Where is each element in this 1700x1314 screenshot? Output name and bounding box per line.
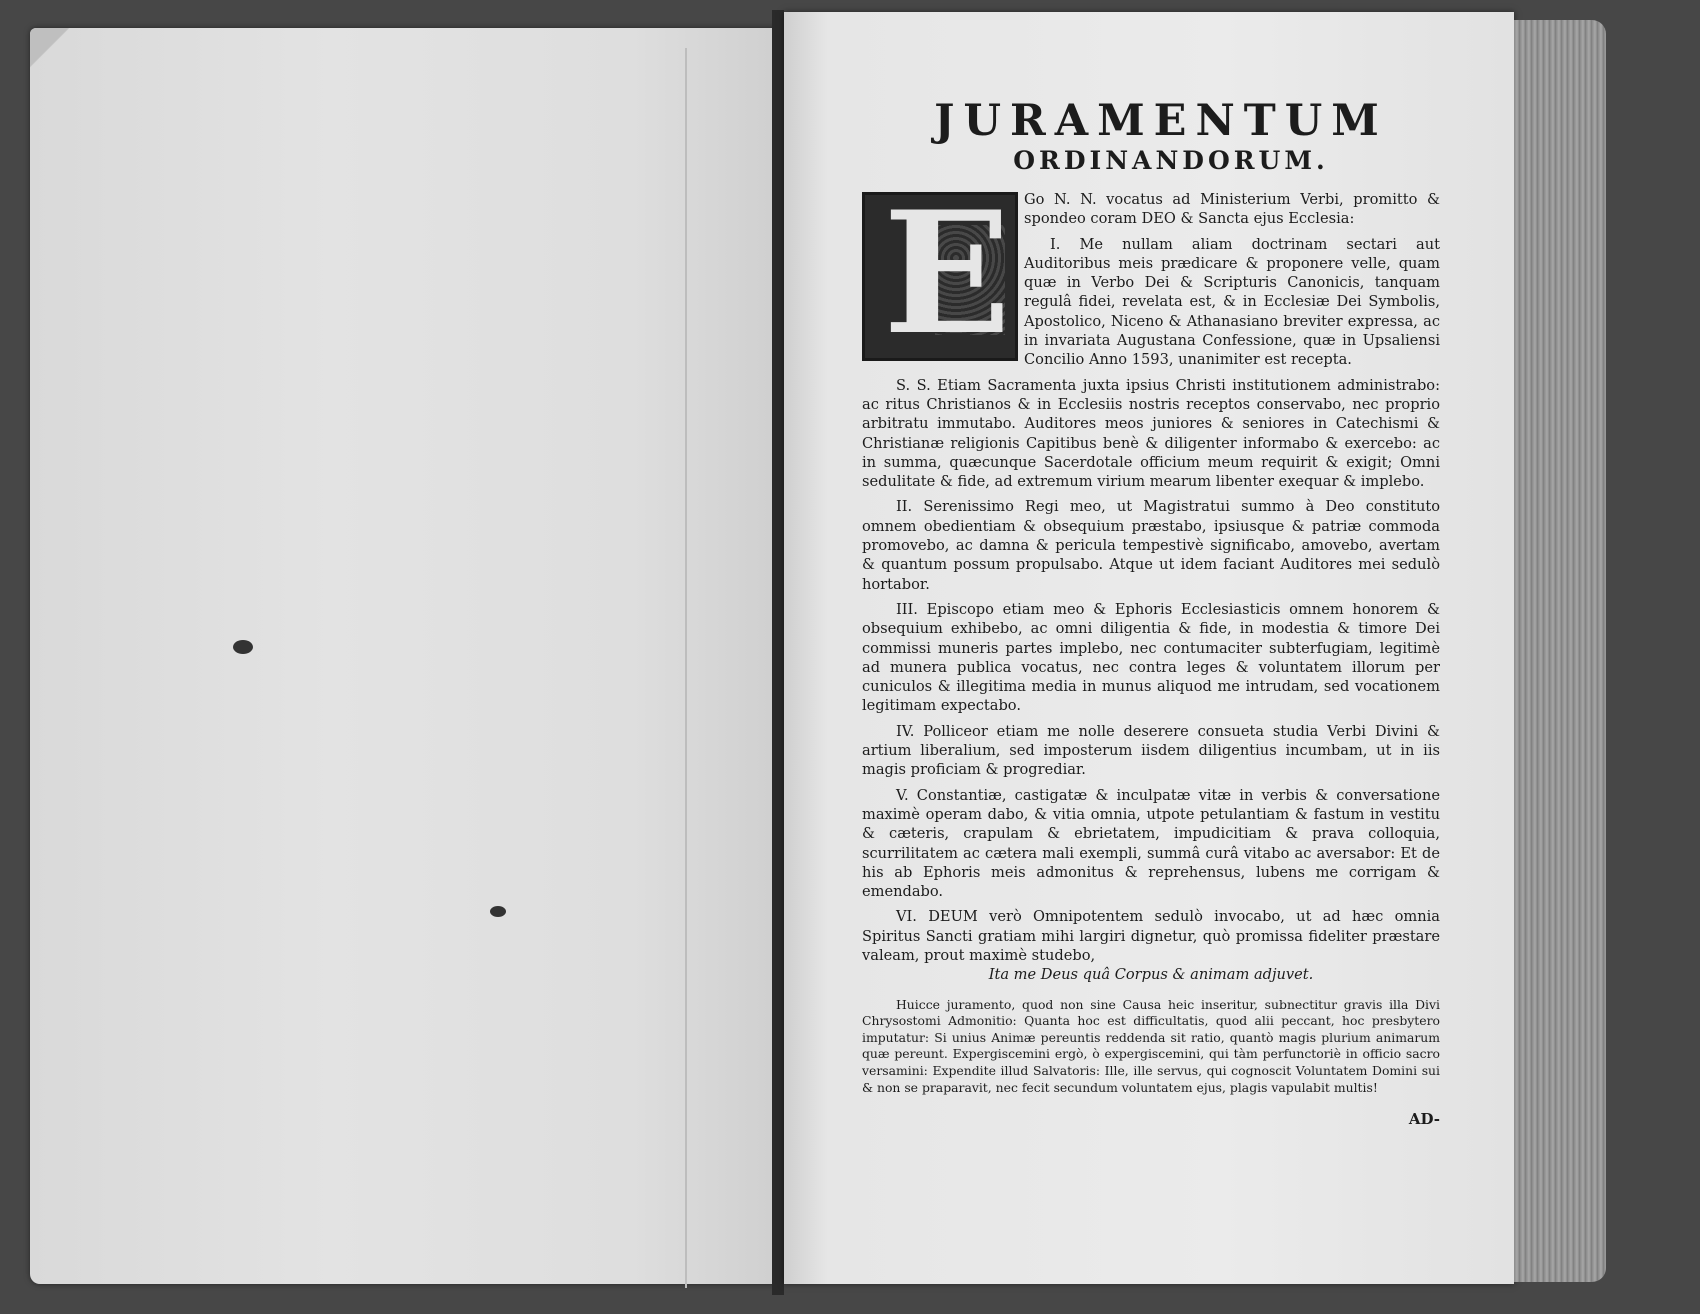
oath-paragraph-ss: S. S. Etiam Sacramenta juxta ipsius Christi institutionem administrabo: ac ritus Christianos & in Ecclesiis nostris receptos conservabo, nec proprio arbitratu immutabo. Auditores meos juniores & seniores in Catechismi & Christianæ religionis Capitibus benè & diligenter informabo & exercebo: ac in summa, quæcunque Sacerdotale officium meum requirit & exigit; Omni sedulitate & fide, ad extremum virium mearum libenter exequar & implebo. [862,376,1440,491]
ink-blot [233,640,253,654]
oath-paragraph-2: II. Serenissimo Regi meo, ut Magistratui summo à Deo constituto omnem obedientiam & obsequium præstabo, ipsiusque & patriæ commoda promovebo, ac damna & pericula tempestivè significabo, amovebo, avertam & quantum possum propulsabo. Atque ut idem faciant Auditores mei sedulò hortabor. [862,498,1440,593]
intro-paragraph: Go N. N. vocatus ad Ministerium Verbi, promitto & spondeo coram DEO & Sancta ejus Ecclesia: [1024,191,1440,228]
oath-paragraph-4: IV. Polliceor etiam me nolle deserere consueta studia Verbi Divini & artium liberalium, sed imposterum iisdem diligentius incumbam, ut in iis magis proficiam & progrediar. [862,722,1440,779]
closing-formula: Ita me Deus quâ Corpus & animam adjuvet. [988,966,1314,984]
folded-corner [30,28,70,68]
page-subtitle: ORDINANDORUM. [1013,146,1329,175]
ornamental-initial [862,174,1018,372]
book-gutter [772,10,784,1295]
page-title: JURAMENTUM [934,96,1388,146]
oath-paragraph-1: I. Me nullam aliam doctrinam sectari aut Auditoribus meis prædicare & proponere velle, quam quæ in Verbo Dei & Scripturis Canonicis, tanquam regulâ fidei, revelata est, & in Ecclesiæ Dei Symbolis, Apostolico, Niceno & Athanasiano breviter expressa, ac in invariata Augustana Confessione, quæ in Upsaliensi Concilio Anno 1593, unanimiter est recepta. [1024,235,1440,369]
oath-paragraph-6: VI. DEUM verò Omnipotentem sedulò invocabo, ut ad hæc omnia Spiritus Sancti gratiam mihi largiri dignetur, quò promissa fideliter præstare valeam, prout maximè studebo, [862,908,1440,964]
catchword: AD- [1408,1110,1440,1129]
oath-paragraph-3: III. Episcopo etiam meo & Ephoris Ecclesiasticis omnem honorem & obsequium exhibebo, ac omni diligentia & fide, in modestia & timore Dei commissi muneris partes implebo, nec contumaciter subterfugiam, legitimè ad munera publica vocatus, nec contra leges & voluntatem illorum per cuniculos & illegitima media in munus aliquod me intrudam, sed vocationem legitimam expectabo. [862,600,1440,715]
oath-paragraph-5: V. Constantiæ, castigatæ & inculpatæ vitæ in verbis & conversatione maximè operam dabo, & vitia omnia, utpote petulantiam & fastum in vestitu & cæteris, crapulam & ebrietatem, impudicitiam & prava colloquia, scurrilitatem ac cætera mali exempli, summâ curâ vitabo ac aversabor: Et de his ab Ephoris meis admonitus & reprehensus, lubens me corrigam & emendabo. [862,786,1440,901]
page-edges [1514,20,1606,1282]
left-blank-page [30,28,782,1284]
ink-blot [490,906,506,917]
initial-letter: E [883,174,1012,372]
oath-text-block [862,96,1440,1129]
chrysostom-note: Huicce juramento, quod non sine Causa heic inseritur, subnectitur gravis illa Divi Chrysostomi Admonitio: Quanta hoc est difficultatis, quod alii peccant, hoc presbytero imputatur: Si unius Animæ pereuntis reddenda sit ratio, quantò magis plurium animarum quæ pereunt. Expergiscemini ergò, ò expergiscemini, qui tàm perfunctoriè in officio sacro versamini: Expendite illud Salvatoris: Ille, ille servus, qui cognoscit Voluntatem Domini sui & non se praparavit, nec fecit secundum voluntatem ejus, plagis vapulabit multis! [862,996,1440,1095]
page-crease [685,48,687,1288]
